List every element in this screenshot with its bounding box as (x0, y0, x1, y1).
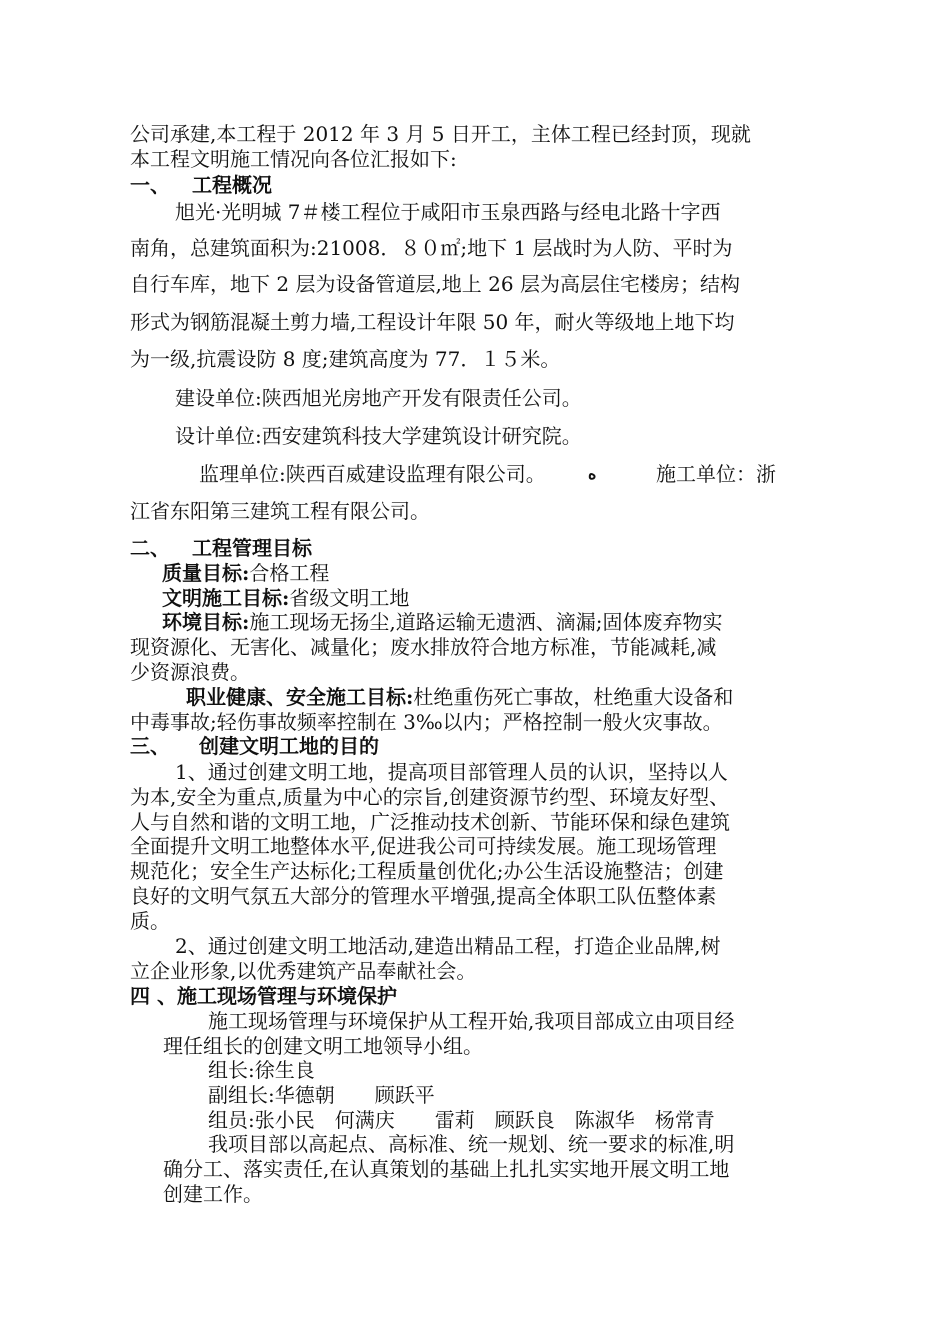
env-goal-line-1: 施工现场无扬尘,道路运输无遗洒、滴漏;固体废弃物实 (249, 610, 723, 634)
env-goal (162, 610, 723, 634)
build-unit: 建设单位:陕西旭光房地产开发有限责任公司。 (175, 386, 582, 410)
purpose-1-line-5: 规范化；安全生产达标化;工程质量创优化;办公生活设施整洁；创建 (130, 859, 724, 883)
safety-goal-label: 职业健康、安全施工目标: (186, 685, 414, 709)
env-goal-label: 环境目标: (162, 610, 250, 634)
purpose-2-line-2: 立企业形象,以优秀建筑产品奉献社会。 (130, 959, 477, 983)
construct-unit-part-1: 施工单位：浙 (656, 462, 776, 486)
overview-line-5: 为一级,抗震设防 8 度;建筑高度为 77．１５米。 (130, 347, 561, 371)
section-1-number: 一、 (130, 173, 170, 197)
construct-unit-part-2: 江省东阳第三建筑工程有限公司。 (130, 499, 430, 523)
site-plan-line-3: 创建工作。 (163, 1182, 263, 1206)
quality-goal-value: 合格工程 (249, 561, 330, 585)
purpose-1-line-2: 为本,安全为重点,质量为中心的宗旨,创建资源节约型、环境友好型、 (130, 785, 730, 809)
site-plan-line-2: 确分工、落实责任,在认真策划的基础上扎扎实实地开展文明工地 (163, 1157, 730, 1181)
design-unit: 设计单位:西安建筑科技大学建筑设计研究院。 (175, 424, 582, 448)
purpose-1-line-1: 1、通过创建文明工地，提高项目部管理人员的认识，坚持以人 (175, 760, 728, 784)
safety-goal-line-1: 杜绝重伤死亡事故，杜绝重大设备和 (413, 685, 734, 709)
supervise-unit: 监理单位:陕西百威建设监理有限公司。 (199, 462, 546, 486)
env-goal-line-2: 现资源化、无害化、减量化；废水排放符合地方标准，节能减耗,减 (130, 635, 717, 659)
env-goal-line-3: 少资源浪费。 (130, 660, 250, 684)
section-4-title: 四 、施工现场管理与环境保护 (130, 984, 397, 1008)
section-3-title: 创建文明工地的目的 (199, 734, 379, 758)
overview-line-2: 南角，总建筑面积为:21008．８０㎡;地下 1 层战时为人防、平时为 (130, 236, 733, 260)
purpose-1-line-6: 良好的文明气氛五大部分的管理水平增强,提高全体职工队伍整体素 (130, 884, 717, 908)
section-3-number: 三、 (130, 734, 170, 758)
intro-line-2: 本工程文明施工情况向各位汇报如下: (130, 147, 457, 171)
civil-goal (162, 586, 409, 610)
overview-line-4: 形式为钢筋混凝土剪力墙,工程设计年限 50 年，耐火等级地上地下均 (130, 310, 735, 334)
purpose-1-line-3: 人与自然和谐的文明工地，广泛推动技术创新、节能环保和绿色建筑 (130, 810, 730, 834)
stray-mark: ه (588, 464, 597, 483)
overview-line-1: 旭光·光明城 7＃楼工程位于咸阳市玉泉西路与经电北路十字西 (175, 200, 721, 224)
quality-goal-label: 质量目标: (162, 561, 250, 585)
overview-line-3: 自行车库，地下 2 层为设备管道层,地上 26 层为高层住宅楼房；结构 (130, 272, 740, 296)
section-2-title: 工程管理目标 (192, 536, 312, 560)
purpose-1-line-7: 质。 (130, 909, 170, 933)
safety-goal (186, 685, 733, 709)
purpose-1-line-4: 全面提升文明工地整体水平,促进我公司可持续发展。施工现场管理 (130, 834, 717, 858)
purpose-2-line-1: 2、通过创建文明工地活动,建造出精品工程，打造企业品牌,树 (175, 934, 721, 958)
section-1-title: 工程概况 (192, 173, 272, 197)
civil-goal-value: 省级文明工地 (289, 586, 410, 610)
section-2-number: 二、 (130, 536, 170, 560)
team-leader: 组长:徐生良 (208, 1058, 315, 1082)
site-mgmt-line-2: 理任组长的创建文明工地领导小组。 (163, 1034, 483, 1058)
team-members: 组员:张小民 何满庆 雷莉 顾跃良 陈淑华 杨常青 (208, 1108, 715, 1132)
team-deputy: 副组长:华德朝 顾跃平 (208, 1083, 435, 1107)
safety-goal-line-2: 中毒事故;轻伤事故频率控制在 3‰以内；严格控制一般火灾事故。 (130, 710, 723, 734)
intro-line-1: 公司承建,本工程于 2012 年 3 月 5 日开工，主体工程已经封顶，现就 (130, 122, 751, 146)
site-plan-line-1: 我项目部以高起点、高标准、统一规划、统一要求的标准,明 (208, 1132, 735, 1156)
quality-goal (162, 561, 329, 585)
civil-goal-label: 文明施工目标: (162, 586, 290, 610)
site-mgmt-line-1: 施工现场管理与环境保护从工程开始,我项目部成立由项目经 (208, 1009, 735, 1033)
